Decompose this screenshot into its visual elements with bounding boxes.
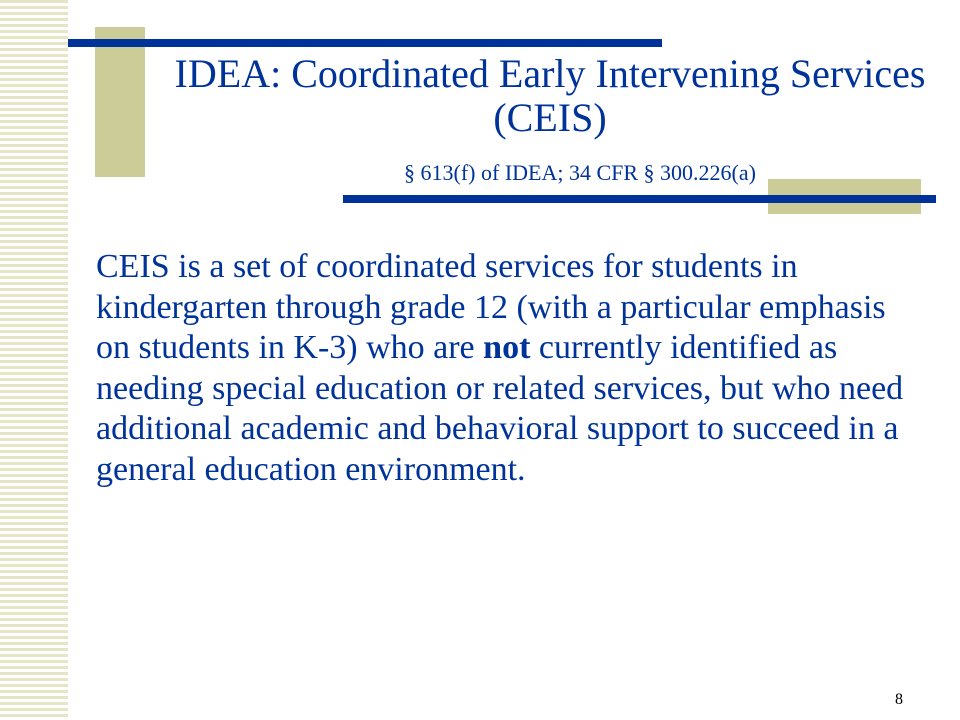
decorative-accent-block-left bbox=[95, 27, 145, 177]
decorative-top-rule bbox=[68, 39, 662, 47]
body-text-part-2: currently identified as needing special education or related services, but who need additional academic and behavioral support to succeed in a general education environment. bbox=[96, 329, 904, 488]
slide-title: IDEA: Coordinated Early Intervening Services (CEIS) bbox=[174, 51, 926, 140]
slide-body-text bbox=[96, 247, 926, 490]
body-text-part-1: CEIS is a set of coordinated services for students in kindergarten through grade 12 (with a particular emphasis on students in K-3) who are bbox=[96, 248, 886, 366]
body-text-emphasis: not bbox=[483, 329, 531, 366]
slide-subtitle: § 613(f) of IDEA; 34 CFR § 300.226(a) bbox=[404, 160, 756, 185]
page-number: 8 bbox=[895, 691, 903, 708]
decorative-bottom-rule bbox=[343, 195, 936, 203]
decorative-stripe-bar bbox=[0, 0, 68, 720]
